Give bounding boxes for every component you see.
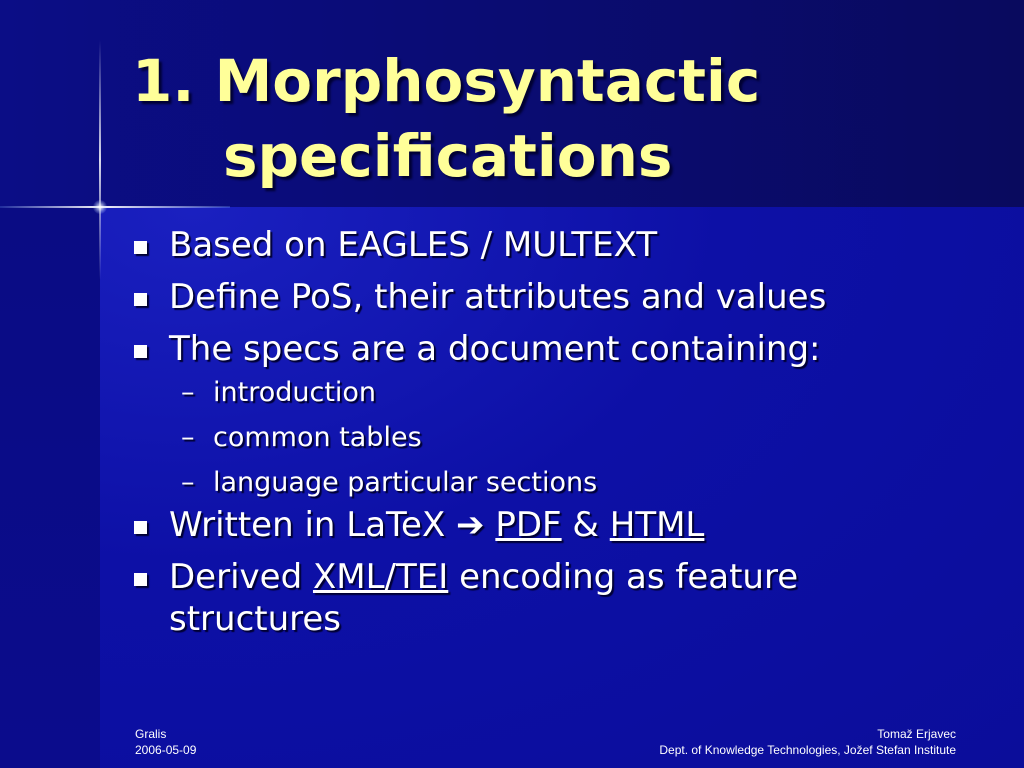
bullet-item (132, 276, 992, 319)
bullet-text: Derived (169, 557, 303, 597)
square-bullet-icon (134, 293, 147, 306)
bullet-list (132, 224, 992, 649)
slide-title-line-2: specifications (223, 122, 673, 190)
bullet-item (132, 328, 992, 371)
bullet-text: Based on EAGLES / MULTEXT (169, 225, 658, 265)
square-bullet-icon (134, 521, 147, 534)
right-arrow-icon: ➔ (456, 505, 485, 545)
sub-bullet-text: common tables (213, 422, 422, 453)
sparkle-star-icon (93, 200, 107, 214)
sub-bullet-text: language particular sections (213, 467, 598, 498)
dash-bullet-icon: – (181, 467, 195, 498)
bullet-item (132, 224, 992, 267)
square-bullet-icon (134, 573, 147, 586)
sub-bullet-item (132, 375, 992, 410)
footer-right (659, 726, 956, 758)
sub-bullet-item (132, 420, 992, 455)
square-bullet-icon (134, 241, 147, 254)
footer-author: Tomaž Erjavec (877, 727, 956, 741)
left-strip (0, 207, 100, 768)
ampersand-text: & (572, 505, 599, 545)
bullet-text: encoding as feature (459, 557, 799, 597)
footer-left (135, 726, 196, 758)
sub-bullet-text: introduction (213, 377, 377, 408)
pdf-link[interactable]: PDF (495, 505, 562, 545)
sparkle-vertical-line (99, 40, 101, 280)
slide-title (132, 44, 992, 194)
sparkle-horizontal-line (0, 206, 230, 208)
footer-affiliation: Dept. of Knowledge Technologies, Jožef Stefan Institute (659, 743, 956, 757)
html-link[interactable]: HTML (609, 505, 705, 545)
square-bullet-icon (134, 345, 147, 358)
bullet-item (132, 556, 992, 640)
bullet-text: Define PoS, their attributes and values (169, 277, 827, 317)
dash-bullet-icon: – (181, 377, 195, 408)
xml-tei-link[interactable]: XML/TEI (312, 557, 449, 597)
bullet-text: The specs are a document containing: (169, 329, 821, 369)
bullet-item (132, 504, 992, 547)
slide-title-line-1: 1. Morphosyntactic (132, 47, 761, 115)
bullet-text: Written in LaTeX (169, 505, 446, 545)
dash-bullet-icon: – (181, 422, 195, 453)
sub-bullet-item (132, 465, 992, 500)
footer-date: 2006-05-09 (135, 743, 197, 757)
footer-event: Gralis (135, 727, 167, 741)
bullet-text-continuation: structures (169, 599, 342, 639)
